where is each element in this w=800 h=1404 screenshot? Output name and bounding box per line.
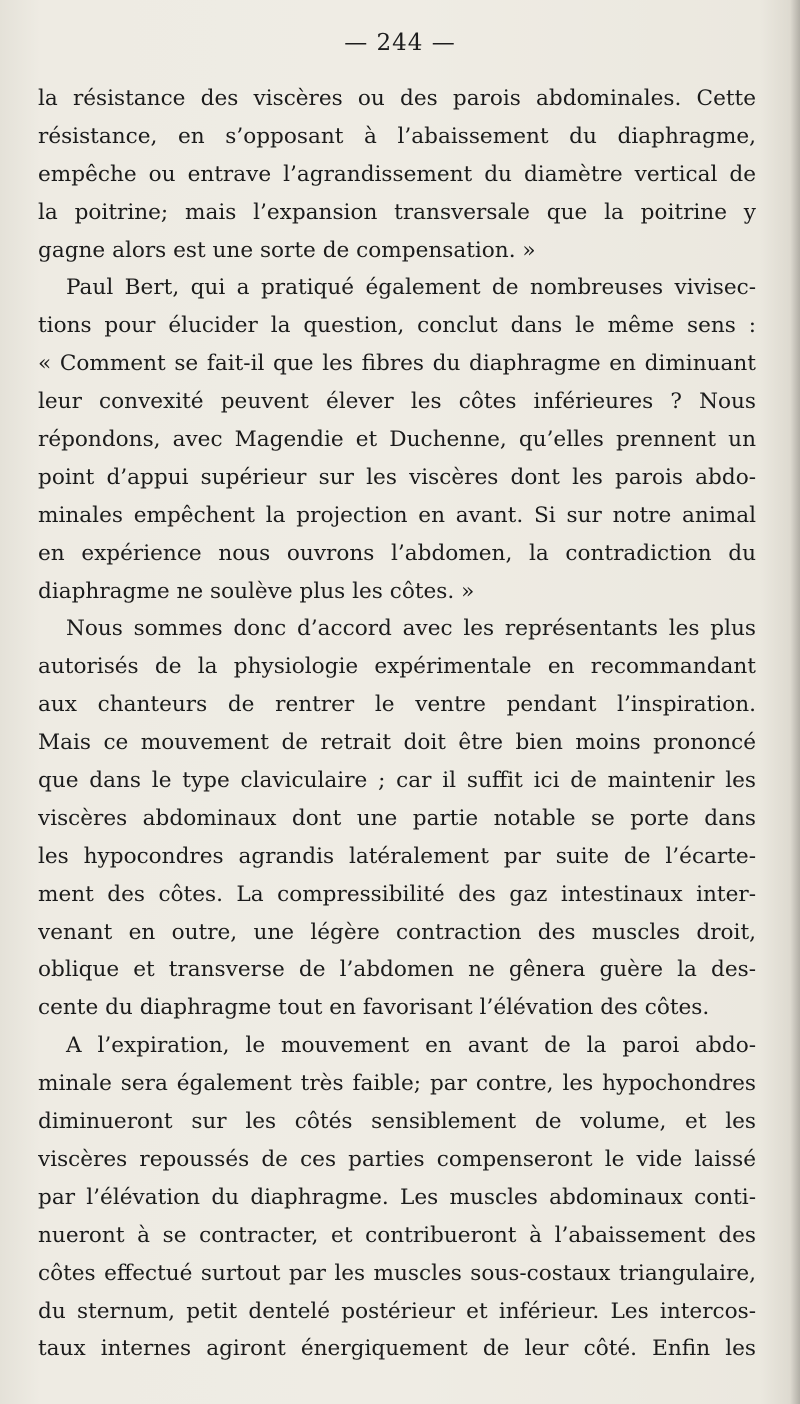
text-line: côtes effectué surtout par les muscles sous-costaux triangulaire, <box>38 1260 756 1286</box>
text-line: répondons, avec Magendie et Duchenne, qu’elles prennent un <box>38 427 756 453</box>
text-line: venant en outre, une légère contraction des muscles droit, <box>38 919 756 945</box>
text-line: empêche ou entrave l’agrandissement du diamètre vertical de <box>38 161 756 187</box>
text-line: viscères repoussés de ces parties compenseront le vide laissé <box>38 1146 756 1172</box>
text-line: A l’expiration, le mouvement en avant de la paroi abdo- <box>66 1033 756 1059</box>
text-line: la résistance des viscères ou des parois abdominales. Cette <box>38 86 756 111</box>
text-line: taux internes agiront énergiquement de leur côté. Enfin les <box>38 1336 756 1362</box>
text-line: résistance, en s’opposant à l’abaissement du diaphragme, <box>38 123 756 149</box>
page-edge-shadow <box>790 0 800 1404</box>
text-line: ment des côtes. La compressibilité des gaz intestinaux inter- <box>38 881 756 907</box>
text-line: en expérience nous ouvrons l’abdomen, la contradiction du <box>38 540 756 566</box>
text-line: diaphragme ne soulève plus les côtes. » <box>38 578 475 604</box>
text-line: Nous sommes donc d’accord avec les représentants les plus <box>66 616 756 642</box>
text-line: les hypocondres agrandis latéralement par suite de l’écarte- <box>38 843 756 869</box>
text-line: Paul Bert, qui a pratiqué également de nombreuses vivisec- <box>66 275 756 301</box>
text-line: « Comment se fait-il que les fibres du diaphragme en diminuant <box>38 351 756 377</box>
text-line: la poitrine; mais l’expansion transversale que la poitrine y <box>38 199 756 225</box>
body-text <box>38 80 756 1368</box>
text-line: aux chanteurs de rentrer le ventre pendant l’inspiration. <box>38 692 756 718</box>
text-line: du sternum, petit dentelé postérieur et inférieur. Les intercos- <box>38 1298 756 1324</box>
text-line: diminueront sur les côtés sensiblement de volume, et les <box>38 1109 756 1135</box>
text-line: viscères abdominaux dont une partie notable se porte dans <box>38 805 756 831</box>
text-line: par l’élévation du diaphragme. Les muscles abdominaux conti- <box>38 1184 756 1210</box>
page-number: — 244 — <box>344 30 456 56</box>
text-line: gagne alors est une sorte de compensation. » <box>38 237 536 263</box>
text-line: tions pour élucider la question, conclut dans le même sens : <box>38 313 756 339</box>
text-line: nueront à se contracter, et contribueront à l’abaissement des <box>38 1222 756 1248</box>
text-line: que dans le type claviculaire ; car il suffit ici de maintenir les <box>38 768 756 794</box>
text-line: autorisés de la physiologie expérimentale en recommandant <box>38 654 756 680</box>
text-line: minales empêchent la projection en avant. Si sur notre animal <box>38 502 756 528</box>
text-line: leur convexité peuvent élever les côtes inférieures ? Nous <box>38 389 756 415</box>
text-line: point d’appui supérieur sur les viscères dont les parois abdo- <box>38 464 756 490</box>
text-line: oblique et transverse de l’abdomen ne gênera guère la des- <box>38 957 756 983</box>
text-line: cente du diaphragme tout en favorisant l’élévation des côtes. <box>38 995 710 1021</box>
text-line: minale sera également très faible; par contre, les hypochondres <box>38 1071 756 1097</box>
text-line: Mais ce mouvement de retrait doit être bien moins prononcé <box>38 730 756 756</box>
